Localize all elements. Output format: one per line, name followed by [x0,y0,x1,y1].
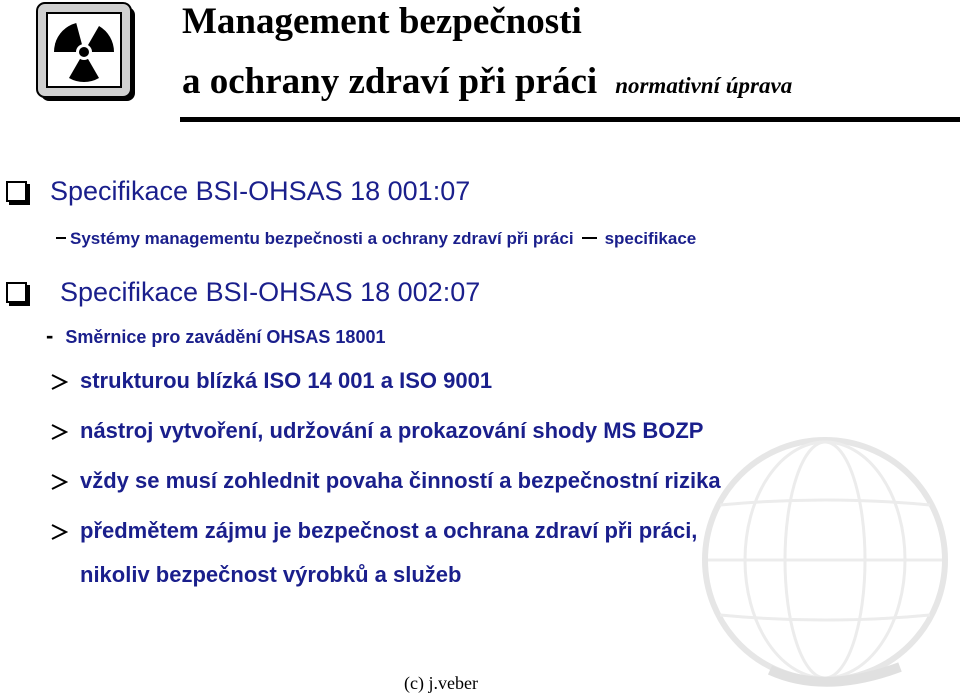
title-line-2-text: a ochrany zdraví při práci [182,61,598,102]
section-spec2-title: Specifikace BSI-OHSAS 18 002:07 [60,277,481,307]
checkbox-bullet-icon [6,282,27,303]
arrow-bullet-icon [50,474,68,490]
globe-watermark-icon [700,435,950,697]
checkbox-bullet-icon [6,181,27,202]
bullet-text: nástroj vytvoření, udržování a prokazování shody MS BOZP [80,418,704,443]
dash-icon [56,237,66,239]
subtitle: normativní úprava [615,73,793,98]
bullet-text: vždy se musí zohlednit povaha činností a bezpečnostní rizika [80,468,721,493]
bullet-text-continuation: nikoliv bezpečnost výrobků a služeb [80,562,462,587]
section-spec1-title: Specifikace BSI-OHSAS 18 001:07 [50,176,471,206]
arrow-bullet-icon [50,524,68,540]
arrow-bullet-icon [50,424,68,440]
spec2-sub: Směrnice pro zavádění OHSAS 18001 [65,327,386,347]
section-spec2-subtitle [46,324,385,349]
title-divider [180,117,960,122]
title-line-2 [182,52,792,116]
bullet-text: strukturou blízká ISO 14 001 a ISO 9001 [80,368,493,393]
arrow-bullet-icon [50,374,68,390]
bullet-text: předmětem zájmu je bezpečnost a ochrana zdraví při práci, [80,518,698,543]
dash-icon [582,237,597,239]
spec1-sub-right: specifikace [604,229,697,248]
section-spec1-subtitle [56,228,696,250]
spec1-sub-left: Systémy managementu bezpečnosti a ochrany zdraví při práci [70,229,574,248]
radiation-icon [36,2,138,104]
title-line-1: Management bezpečnosti [182,1,582,42]
footer-credit: (c) j.veber [404,673,478,693]
minus-prefix: - [46,323,54,348]
page-title [182,0,792,116]
